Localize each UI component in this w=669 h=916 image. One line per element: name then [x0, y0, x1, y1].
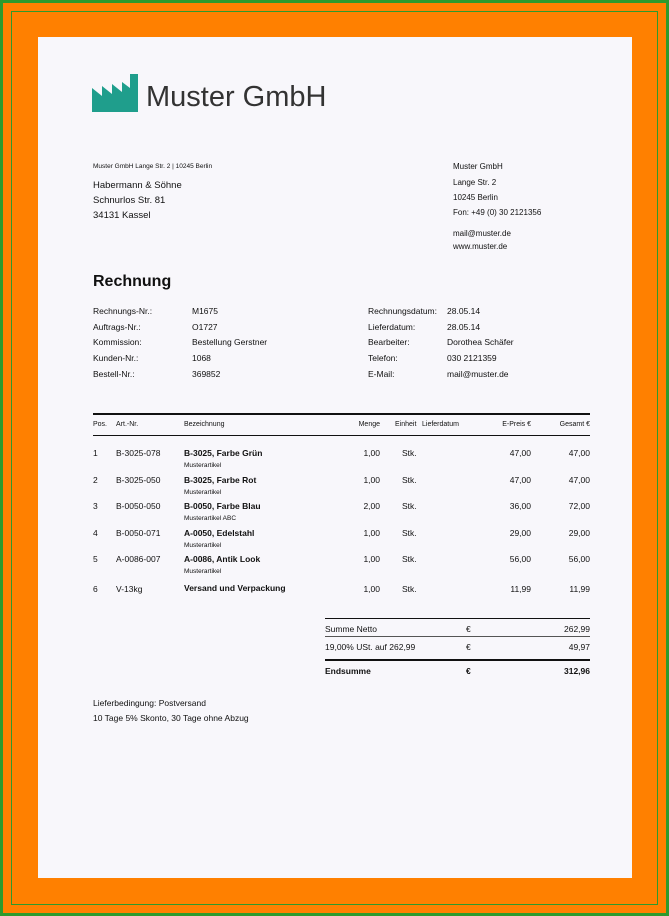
cell-pos: 6: [93, 584, 98, 594]
sender-info-city: 10245 Berlin: [453, 193, 498, 202]
meta-label: E-Mail:: [368, 369, 395, 379]
cell-desc: A-0050, Edelstahl: [184, 528, 255, 538]
col-header-qty: Menge: [358, 421, 380, 428]
cell-unit: Stk.: [402, 554, 417, 564]
table-top-rule: [93, 413, 590, 415]
cell-art: B-0050-050: [116, 501, 161, 511]
cell-sub: Musterartikel: [184, 568, 222, 575]
meta-label: Auftrags-Nr.:: [93, 322, 141, 332]
meta-value: 28.05.14: [447, 306, 481, 316]
cell-pos: 2: [93, 475, 98, 485]
cell-desc: Versand und Verpackung: [184, 583, 286, 593]
col-header-total: Gesamt €: [559, 421, 590, 428]
table-header-rule: [93, 435, 590, 436]
meta-label: Kommission:: [93, 337, 142, 347]
meta-value: O1727: [192, 322, 218, 332]
recipient-city: 34131 Kassel: [93, 210, 151, 221]
meta-value: Dorothea Schäfer: [447, 337, 514, 347]
cell-desc: B-0050, Farbe Blau: [184, 501, 261, 511]
meta-value: 1068: [192, 353, 211, 363]
delivery-terms: Lieferbedingung: Postversand: [93, 698, 206, 708]
cell-unit: Stk.: [402, 584, 417, 594]
col-header-unit: Einheit: [395, 421, 417, 428]
cell-unit: Stk.: [402, 528, 417, 538]
cell-qty: 1,00: [363, 554, 380, 564]
cell-total: 29,00: [568, 528, 590, 538]
meta-value: 030 2121359: [447, 353, 497, 363]
cell-price: 47,00: [509, 475, 531, 485]
cell-unit: Stk.: [402, 448, 417, 458]
cell-unit: Stk.: [402, 501, 417, 511]
vat-currency: €: [466, 642, 471, 652]
meta-label: Bearbeiter:: [368, 337, 410, 347]
cell-price: 29,00: [509, 528, 531, 538]
vat-label: 19,00% USt. auf 262,99: [325, 642, 416, 652]
meta-label: Bestell-Nr.:: [93, 369, 135, 379]
sender-line: Muster GmbH Lange Str. 2 | 10245 Berlin: [93, 163, 213, 170]
cell-sub: Musterartikel: [184, 462, 222, 469]
cell-pos: 3: [93, 501, 98, 511]
vat-value: 49,97: [568, 642, 590, 652]
cell-total: 47,00: [568, 448, 590, 458]
cell-total: 47,00: [568, 475, 590, 485]
cell-qty: 1,00: [363, 475, 380, 485]
cell-qty: 1,00: [363, 448, 380, 458]
cell-unit: Stk.: [402, 475, 417, 485]
meta-value: M1675: [192, 306, 218, 316]
cell-desc: A-0086, Antik Look: [184, 554, 261, 564]
cell-desc: B-3025, Farbe Grün: [184, 448, 263, 458]
document-title: Rechnung: [93, 273, 172, 290]
col-header-pos: Pos.: [93, 421, 108, 428]
sum-label: Endsumme: [325, 666, 371, 676]
net-rule: [325, 636, 590, 637]
col-header-date: Lieferdatum: [422, 421, 459, 428]
cell-total: 11,99: [569, 584, 590, 594]
cell-price: 36,00: [509, 501, 531, 511]
cell-art: A-0086-007: [116, 554, 161, 564]
cell-art: B-0050-071: [116, 528, 161, 538]
cell-art: B-3025-050: [116, 475, 161, 485]
cell-sub: Musterartikel: [184, 542, 222, 549]
meta-value[interactable]: mail@muster.de: [447, 369, 509, 379]
meta-label: Lieferdatum:: [368, 322, 416, 332]
cell-qty: 1,00: [363, 528, 380, 538]
meta-label: Rechnungsdatum:: [368, 306, 437, 316]
payment-terms: 10 Tage 5% Skonto, 30 Tage ohne Abzug: [93, 713, 249, 723]
cell-desc: B-3025, Farbe Rot: [184, 475, 257, 485]
cell-price: 11,99: [510, 584, 531, 594]
cell-price: 56,00: [509, 554, 531, 564]
col-header-price: E-Preis €: [502, 421, 531, 428]
company-logo-text: Muster GmbH: [146, 81, 327, 113]
cell-qty: 2,00: [363, 501, 380, 511]
meta-value: 28.05.14: [447, 322, 481, 332]
net-value: 262,99: [564, 624, 590, 634]
cell-pos: 5: [93, 554, 98, 564]
sender-info-name: Muster GmbH: [453, 162, 503, 171]
cell-price: 47,00: [509, 448, 531, 458]
cell-total: 56,00: [568, 554, 590, 564]
sender-info-web[interactable]: www.muster.de: [453, 242, 508, 251]
meta-label: Kunden-Nr.:: [93, 353, 139, 363]
sum-rule: [325, 659, 590, 661]
recipient-name: Habermann & Söhne: [93, 180, 182, 191]
meta-label: Rechnungs-Nr.:: [93, 306, 153, 316]
cell-pos: 1: [93, 448, 98, 458]
recipient-street: Schnurlos Str. 81: [93, 195, 166, 206]
meta-value: 369852: [192, 369, 221, 379]
cell-total: 72,00: [568, 501, 590, 511]
sum-currency: €: [466, 666, 471, 676]
meta-label: Telefon:: [368, 353, 398, 363]
meta-value: Bestellung Gerstner: [192, 337, 268, 347]
sender-info-phone: Fon: +49 (0) 30 2121356: [453, 208, 542, 217]
cell-art: V-13kg: [116, 584, 143, 594]
factory-logo-icon: [92, 74, 138, 112]
col-header-art: Art.-Nr.: [116, 421, 139, 428]
sender-info-email[interactable]: mail@muster.de: [453, 229, 511, 238]
cell-sub: Musterartikel ABC: [184, 515, 237, 522]
cell-art: B-3025-078: [116, 448, 161, 458]
sum-value: 312,96: [564, 666, 590, 676]
invoice-page: [38, 37, 632, 878]
totals-top-rule: [325, 618, 590, 619]
net-currency: €: [466, 624, 471, 634]
col-header-desc: Bezeichnung: [184, 421, 225, 428]
cell-qty: 1,00: [363, 584, 380, 594]
net-label: Summe Netto: [325, 624, 377, 634]
cell-sub: Musterartikel: [184, 489, 222, 496]
cell-pos: 4: [93, 528, 98, 538]
sender-info-street: Lange Str. 2: [453, 178, 497, 187]
